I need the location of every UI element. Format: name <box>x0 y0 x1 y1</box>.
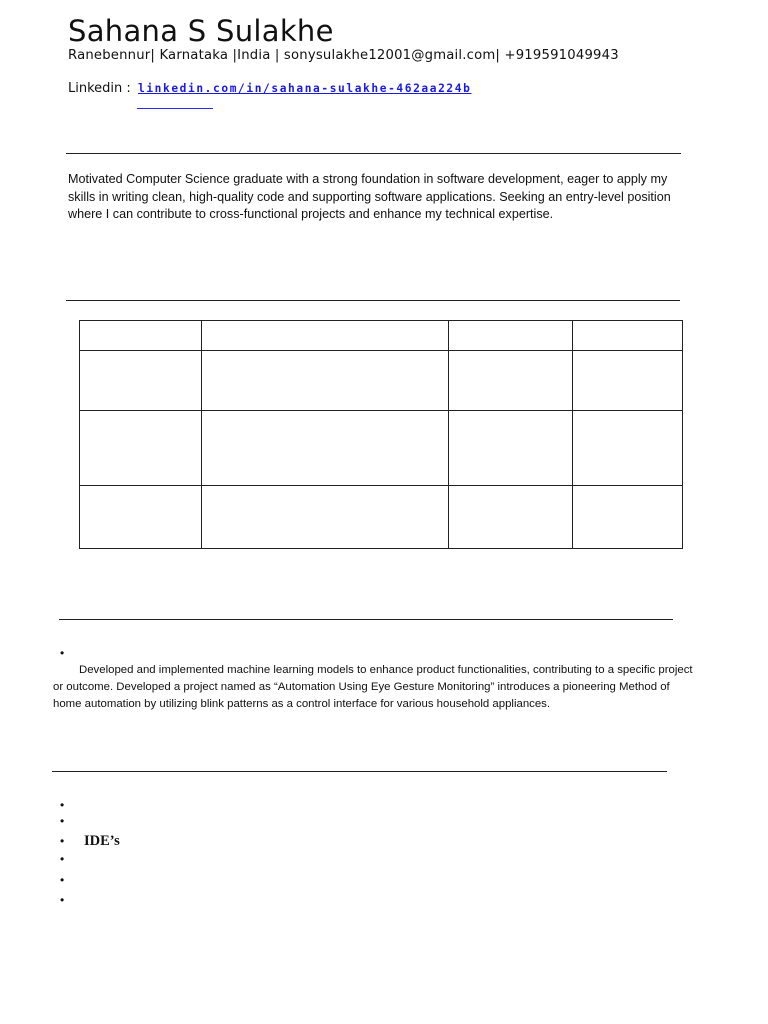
linkedin-underline <box>137 108 213 109</box>
table-cell <box>80 321 202 351</box>
skill-bullet: • <box>60 852 65 866</box>
education-table <box>79 320 683 549</box>
section-divider-summary <box>66 153 681 154</box>
section-divider-skills <box>52 771 667 772</box>
table-cell <box>449 486 573 549</box>
project-description: Developed and implemented machine learning models to enhance product functionalities, contributing to a specific project or outcome. Developed a project named as “Automation Using Eye Gesture Monitoring” introduces a pioneering Method of home automation by utilizing blink patterns as a control interface for various household appliances. <box>53 664 693 710</box>
table-cell <box>573 411 683 486</box>
table-cell <box>449 351 573 411</box>
linkedin-label: Linkedin : <box>68 81 131 96</box>
table-cell <box>449 321 573 351</box>
table-cell <box>201 351 449 411</box>
table-cell <box>80 411 202 486</box>
table-row <box>80 486 683 549</box>
table-cell <box>201 321 449 351</box>
section-divider-education <box>66 300 680 301</box>
candidate-name: Sahana S Sulakhe <box>68 14 334 48</box>
skill-bullet: • <box>60 798 65 812</box>
table-cell <box>449 411 573 486</box>
contact-info: Ranebennur| Karnataka |India | sonysulakhe12001@gmail.com| +919591049943 <box>68 48 619 63</box>
linkedin-link[interactable]: linkedin.com/in/sahana-sulakhe-462aa224b <box>138 82 472 95</box>
table-cell <box>573 321 683 351</box>
skill-bullet: • <box>60 814 65 828</box>
summary-paragraph: Motivated Computer Science graduate with a strong foundation in software development, eager to apply my skills in writing clean, high-quality code and supporting software applications. Seeking an entry-level position where I can contribute to cross-functional projects and enhance my technical expertise. <box>68 172 671 221</box>
table-cell <box>201 411 449 486</box>
table-cell <box>573 351 683 411</box>
table-row <box>80 321 683 351</box>
table-cell <box>573 486 683 549</box>
table-cell <box>201 486 449 549</box>
skill-bullet: • <box>60 834 65 848</box>
skill-item-ides: IDE’s <box>84 833 120 849</box>
table-row <box>80 351 683 411</box>
table-row <box>80 411 683 486</box>
skill-bullet: • <box>60 873 65 887</box>
table-cell <box>80 351 202 411</box>
table-cell <box>80 486 202 549</box>
skill-bullet: • <box>60 893 65 907</box>
project-bullet: • <box>60 646 65 660</box>
section-divider-projects <box>59 619 673 620</box>
